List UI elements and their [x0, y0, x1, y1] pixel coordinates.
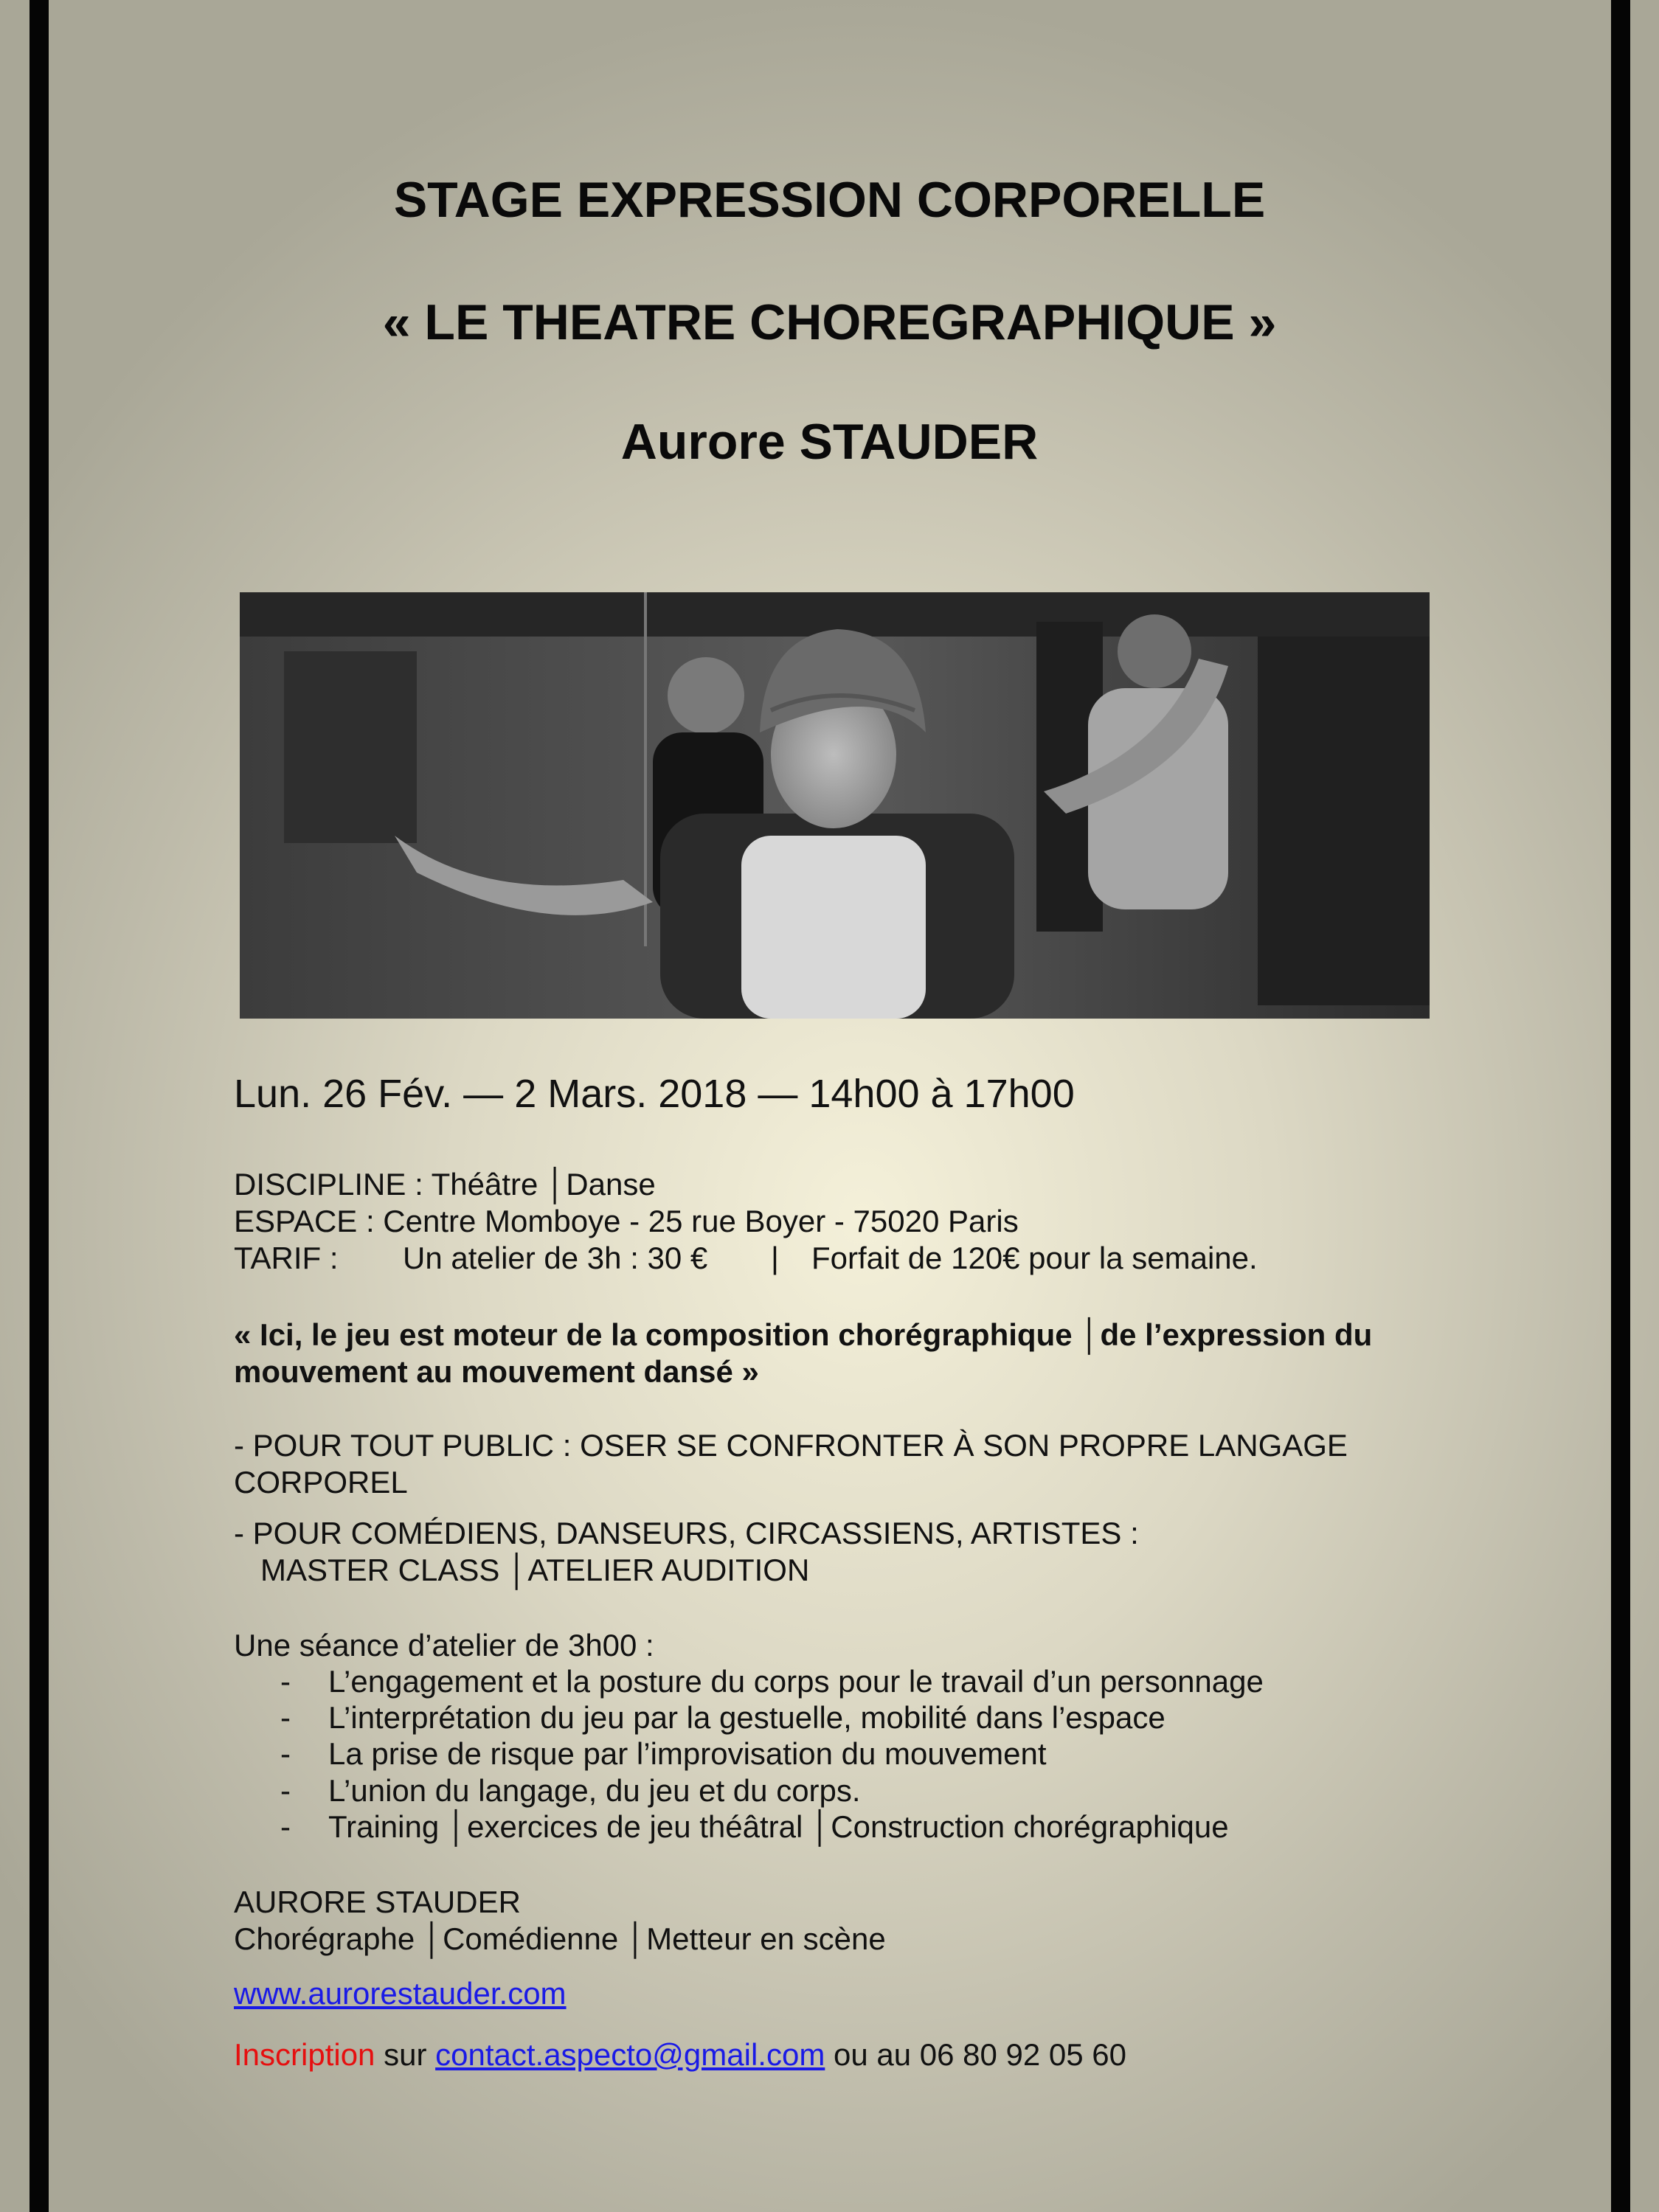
dash: -	[280, 1736, 291, 1771]
title-author: Aurore STAUDER	[620, 414, 1039, 470]
discipline: DISCIPLINE : Théâtre │Danse	[234, 1167, 656, 1202]
list-item	[280, 1736, 1047, 1772]
dash: -	[280, 1809, 291, 1844]
dash: -	[280, 1773, 291, 1808]
list-item	[280, 1700, 1166, 1736]
quote-line-1: « Ici, le jeu est moteur de la composition chorégraphique │de l’expression du	[234, 1317, 1373, 1352]
public-2-line-2: MASTER CLASS │ATELIER AUDITION	[260, 1553, 810, 1587]
list-item	[280, 1664, 1264, 1699]
title-theatre: « LE THEATRE CHOREGRAPHIQUE »	[382, 294, 1277, 350]
list-item	[280, 1809, 1229, 1845]
tarif-label: TARIF :	[234, 1241, 339, 1275]
list-item-text: L’engagement et la posture du corps pour le travail d’un personnage	[328, 1664, 1264, 1699]
inscription-phone: ou au 06 80 92 05 60	[825, 2037, 1127, 2072]
public-2-line-1: - POUR COMÉDIENS, DANSEURS, CIRCASSIENS, ARTISTES :	[234, 1516, 1139, 1550]
inscription-label: Inscription	[234, 2037, 375, 2072]
list-item	[280, 1773, 861, 1809]
event-date: Lun. 26 Fév. — 2 Mars. 2018 — 14h00 à 17h00	[234, 1072, 1075, 1116]
list-item-text: L’union du langage, du jeu et du corps.	[328, 1773, 861, 1808]
public-1-line-1: - POUR TOUT PUBLIC : OSER SE CONFRONTER À SON PROPRE LANGAGE	[234, 1428, 1348, 1463]
espace: ESPACE : Centre Momboye - 25 rue Boyer - 75020 Paris	[234, 1204, 1019, 1238]
tarif-atelier: Un atelier de 3h : 30 €	[403, 1241, 708, 1275]
author-roles: Chorégraphe │Comédienne │Metteur en scène	[234, 1921, 886, 1956]
website-link[interactable]: www.aurorestauder.com	[234, 1976, 567, 2011]
dancer-photo-icon	[240, 592, 1430, 1019]
seance-intro: Une séance d’atelier de 3h00 :	[234, 1628, 654, 1663]
email-link[interactable]: contact.aspecto@gmail.com	[435, 2037, 825, 2072]
inscription	[234, 2037, 1126, 2073]
tarif-separator: |	[771, 1241, 779, 1275]
tarif-forfait: Forfait de 120€ pour la semaine.	[811, 1241, 1258, 1275]
title-stage: STAGE EXPRESSION CORPORELLE	[393, 172, 1266, 228]
public-1-line-2: CORPOREL	[234, 1465, 408, 1499]
quote-line-2: mouvement au mouvement dansé »	[234, 1354, 759, 1389]
author-name: AURORE STAUDER	[234, 1885, 521, 1919]
list-item-text: Training │exercices de jeu théâtral │Construction chorégraphique	[328, 1809, 1229, 1844]
dash: -	[280, 1700, 291, 1735]
inscription-sur: sur	[375, 2037, 436, 2072]
tarif	[234, 1241, 1258, 1276]
dash: -	[280, 1664, 291, 1699]
list-item-text: L’interprétation du jeu par la gestuelle, mobilité dans l’espace	[328, 1700, 1166, 1735]
list-item-text: La prise de risque par l’improvisation du mouvement	[328, 1736, 1047, 1771]
